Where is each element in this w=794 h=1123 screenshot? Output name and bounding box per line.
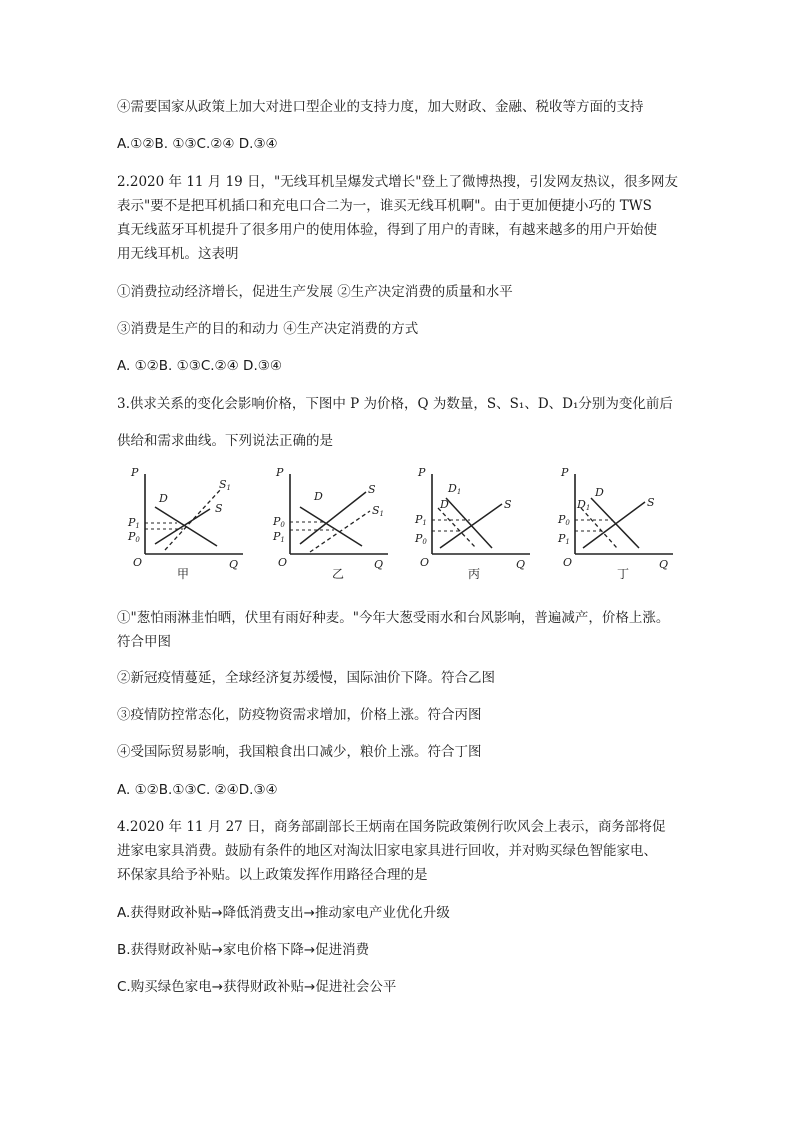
label-p1: P1 [273,530,285,544]
q3-item-3: ③疫情防控常态化，防疫物资需求增加，价格上涨。符合丙图 [117,707,482,723]
label-d: D [314,490,323,503]
axis-q-label: Q [229,558,239,571]
graph-ding [555,462,685,582]
q2-stem-line-4: 用无线耳机。这表明 [117,246,239,262]
curve-s [155,509,210,544]
axis-q-label: Q [516,558,526,571]
curve-d [300,507,362,546]
graph-caption: 甲 [177,567,190,581]
q2-stem-line-2: 表示"要不是把耳机插口和充电口合二为一，谁买无线耳机啊"。由于更加便捷小巧的 TWS [117,198,652,214]
q4-stem-line-2: 进家电家具消费。鼓励有条件的地区对淘汰旧家电家具进行回收，并对购买绿色智能家电、 [117,843,657,859]
origin-label: O [278,556,288,569]
axis-p-label: P [131,466,139,479]
q1-answer-options: A.①②B. ①③C.②④ D.③④ [117,136,278,152]
curve-s [440,504,502,548]
label-p1: P1 [128,516,140,530]
label-d: D [595,486,604,499]
label-d: D [440,498,449,511]
q1-item-4: ④需要国家从政策上加大对进口型企业的支持力度，加大财政、金融、税收等方面的支持 [117,99,644,115]
graph-caption: 乙 [332,567,345,581]
label-s: S [215,502,223,515]
q2-answer-options: A. ①②B. ①③C.②④ D.③④ [117,358,282,374]
q3-item-1-line-1: ①"葱怕雨淋韭怕晒，伏里有雨好种麦。"今年大葱受雨水和台风影响，普遍减产，价格上涨。 [117,610,670,626]
label-d1: D1 [448,482,462,496]
graph-caption: 丁 [617,567,630,581]
graph-bing-svg [412,462,542,582]
label-p1: P1 [415,513,427,527]
graph-caption: 丙 [468,567,481,581]
q3-item-4: ④受国际贸易影响，我国粮食出口减少，粮价上涨。符合丁图 [117,744,482,760]
label-p0: P0 [558,513,570,527]
graph-yi [270,462,400,582]
q4-stem-line-1: 4.2020 年 11 月 27 日，商务部副部长王炳南在国务院政策例行吹风会上表示，商务部将促 [117,819,666,835]
q2-stem-line-1: 2.2020 年 11 月 19 日，"无线耳机呈爆发式增长"登上了微博热搜，引发网友热议，很多网友 [117,174,678,190]
graph-jia-svg [125,462,255,582]
label-d1: D1 [577,498,591,512]
axis-q-label: Q [374,558,384,571]
label-s: S [504,498,512,511]
q4-option-b: B.获得财政补贴→家电价格下降→促进消费 [117,942,370,958]
axis-q-label: Q [659,558,669,571]
q3-stem-line-2: 供给和需求曲线。下列说法正确的是 [117,433,333,449]
label-p0: P0 [273,515,285,529]
curve-s [300,492,366,544]
curve-d [591,498,639,548]
q2-options-line-1: ①消费拉动经济增长，促进生产发展 ②生产决定消费的质量和水平 [117,284,513,300]
origin-label: O [420,556,430,569]
label-p0: P0 [128,530,140,544]
label-s1: S1 [219,478,232,492]
q3-item-2: ②新冠疫情蔓延，全球经济复苏缓慢，国际油价下降。符合乙图 [117,670,495,686]
curve-s [583,502,645,548]
q2-stem-line-3: 真无线蓝牙耳机提升了很多用户的使用体验，得到了用户的青睐，有越来越多的用户开始使 [117,222,657,238]
q3-answer-options: A. ①②B.①③C. ②④D.③④ [117,782,278,798]
label-s: S [368,483,376,496]
q3-stem-line-1: 3.供求关系的变化会影响价格，下图中 P 为价格，Q 为数量，S、S₁、D、D₁分别为变化前后 [117,396,673,412]
graph-yi-svg [270,462,400,582]
q3-item-1-line-2: 符合甲图 [117,634,171,650]
axis-p-label: P [276,466,284,479]
axis-p-label: P [561,466,569,479]
label-p1: P1 [558,532,570,546]
curve-d1 [581,508,617,548]
origin-label: O [563,556,573,569]
q4-option-a: A.获得财政补贴→降低消费支出→推动家电产业优化升级 [117,905,450,921]
q2-options-line-2: ③消费是生产的目的和动力 ④生产决定消费的方式 [117,321,419,337]
label-p0: P0 [415,532,427,546]
graph-jia [125,462,255,582]
graph-ding-svg [555,462,685,582]
label-s1: S1 [372,504,385,518]
q4-stem-line-3: 环保家具给予补贴。以上政策发挥作用路径合理的是 [117,867,428,883]
q4-option-c: C.购买绿色家电→获得财政补贴→促进社会公平 [117,979,397,995]
graph-bing [412,462,542,582]
axis-p-label: P [418,466,426,479]
origin-label: O [133,556,143,569]
curve-d [438,508,476,548]
label-s: S [647,496,655,509]
label-d: D [159,492,168,505]
